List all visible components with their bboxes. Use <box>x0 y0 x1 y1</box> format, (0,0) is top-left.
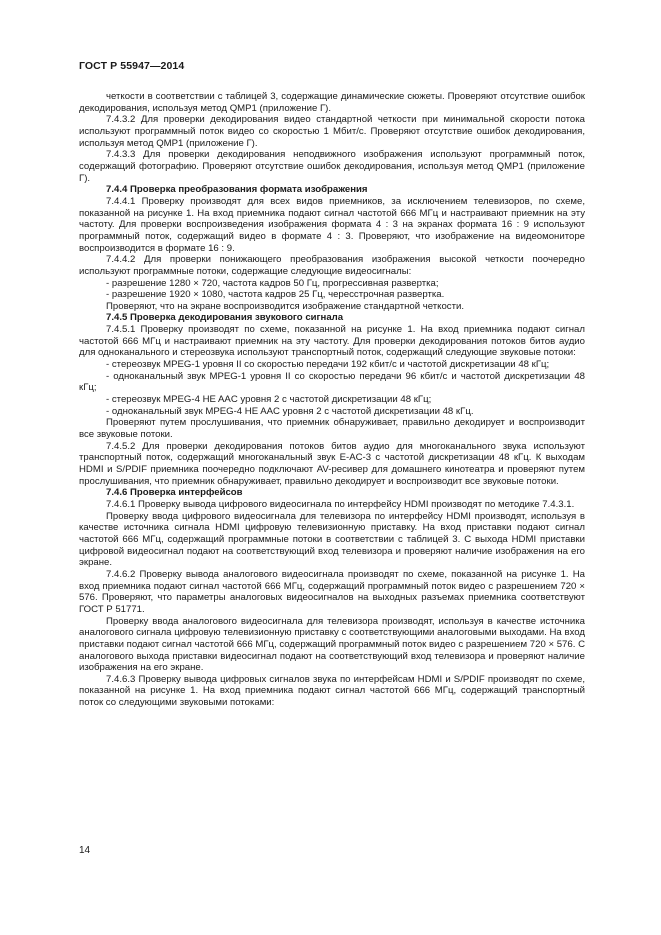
list-item: - разрешение 1280 × 720, частота кадров 50 Гц, прогрессивная развертка; <box>106 277 439 289</box>
paragraph: 7.4.5.1 Проверку производят по схеме, показанной на рисунке 1. На вход приемника подают сигнал частотой 666 МГц и настраивают приемник на эту частоту. Для проверки декодирования потоков битов аудио для одноканального и стереозвука используют транспортный поток, содержащий следующие звуковые потоки: <box>79 324 585 359</box>
paragraph: 7.4.6.1 Проверку вывода цифрового видеосигнала по интерфейсу HDMI производят по методике 7.4.3.1. <box>106 498 575 510</box>
paragraph: 7.4.3.3 Для проверки декодирования неподвижного изображения используют программный поток, содержащий фотографию. Проверяют отсутствие ошибок декодирования, используя метод QMP1 (приложение Г). <box>79 149 585 184</box>
document-header: ГОСТ Р 55947—2014 <box>79 60 185 72</box>
paragraph: 7.4.5.2 Для проверки декодирования потоков битов аудио для многоканального звука используют транспортный поток, содержащий многоканальный звук E-AC-3 с частотой дискретизации 48 кГц. К выходам HDMI и S/PDIF приемника поочередно подключают AV-ресивер для домашнего кинотеатра и проверяют путем прослушивания, что приемник обнаруживает, правильно декодирует и воспроизводит все звуковые потоки. <box>79 440 585 487</box>
section-heading: 7.4.5 Проверка декодирования звукового сигнала <box>106 312 344 324</box>
list-item: - разрешение 1920 × 1080, частота кадров 25 Гц, чересстрочная развертка. <box>106 289 445 301</box>
paragraph: 7.4.4.2 Для проверки понижающего преобразования изображения высокой четкости поочередно используют программные потоки, содержащие следующие видеосигналы: <box>79 254 585 277</box>
list-item: - одноканальный звук MPEG-1 уровня II со скоростью передачи 96 кбит/с и частотой дискретизации 48 кГц; <box>79 370 585 394</box>
paragraph: четкости в соответствии с таблицей 3, содержащие динамические сюжеты. Проверяют отсутствие ошибок декодирования, используя метод QMP1 (приложение Г). <box>79 91 585 114</box>
section-heading: 7.4.6 Проверка интерфейсов <box>106 487 243 499</box>
list-item: - стереозвук MPEG-4 HE AAC уровня 2 с частотой дискретизации 48 кГц; <box>106 394 432 406</box>
paragraph: Проверяют, что на экране воспроизводится изображение стандартной четкости. <box>106 300 465 312</box>
paragraph: Проверку ввода цифрового видеосигнала для телевизора по интерфейсу HDMI производят, используя в качестве источника сигнала HDMI цифровую телевизионную приставку. На вход приставки подают сигнал частотой 666 МГц, содержащий программные потоки в соответствии с таблицей 3. С выхода HDMI приставки цифровой видеосигнал подают на соответствующий вход телевизора и проверяют наличие изображения на его экране. <box>79 510 585 569</box>
page-number: 14 <box>79 845 91 856</box>
paragraph: Проверяют путем прослушивания, что приемник обнаруживает, правильно декодирует и воспроизводит все звуковые потоки. <box>79 417 585 441</box>
section-heading: 7.4.4 Проверка преобразования формата изображения <box>106 184 368 196</box>
paragraph: 7.4.4.1 Проверку производят для всех видов приемников, за исключением телевизоров, по схеме, показанной на рисунке 1. На вход приемника подают сигнал частотой 666 МГц и настраивают приемник на эту частоту. Для проверки воспроизведения изображения формата 4 : 3 на экранах формата 16 : 9 используют программный поток, содержащий видео в формате 4 : 3. Проверяют, что изображение на видеомониторе воспроизводится в формате 16 : 9. <box>79 195 585 254</box>
list-item: - стереозвук MPEG-1 уровня II со скоростью передачи 192 кбит/с и частотой дискретизации 48 кГц; <box>106 359 550 371</box>
list-item: - одноканальный звук MPEG-4 HE AAC уровня 2 с частотой дискретизации 48 кГц. <box>106 405 474 417</box>
paragraph: 7.4.3.2 Для проверки декодирования видео стандартной четкости при минимальной скорости потока используют программный поток видео со скоростью 1 Мбит/с. Проверяют отсутствие ошибок декодирования, используя метод QMP1 (приложение Г). <box>79 114 585 149</box>
paragraph: Проверку ввода аналогового видеосигнала для телевизора производят, используя в качестве источника аналогового сигнала цифровую телевизионную приставку с соответствующими аналоговыми выходами. На вход приставки подают сигнал частотой 666 МГц, содержащий программный поток видео с разрешением 720 × 576. С аналогового выхода приставки видеосигнал подают на соответствующий вход телевизора и проверяют наличие изображения на его экране. <box>79 615 585 674</box>
paragraph: 7.4.6.2 Проверку вывода аналогового видеосигнала производят по схеме, показанной на рисунке 1. На вход приемника подают сигнал частотой 666 МГц, содержащий программный поток видео с разрешением 720 × 576. Проверяют, что параметры аналоговых видеосигналов на выходных разъемах приемника соответствуют ГОСТ Р 51771. <box>79 568 585 615</box>
paragraph: 7.4.6.3 Проверку вывода цифровых сигналов звука по интерфейсам HDMI и S/PDIF производят по схеме, показанной на рисунке 1. На вход приемника подают сигнал частотой 666 МГц, содержащий транспортный поток со следующими звуковыми потоками: <box>79 673 585 709</box>
document-body <box>79 91 585 709</box>
